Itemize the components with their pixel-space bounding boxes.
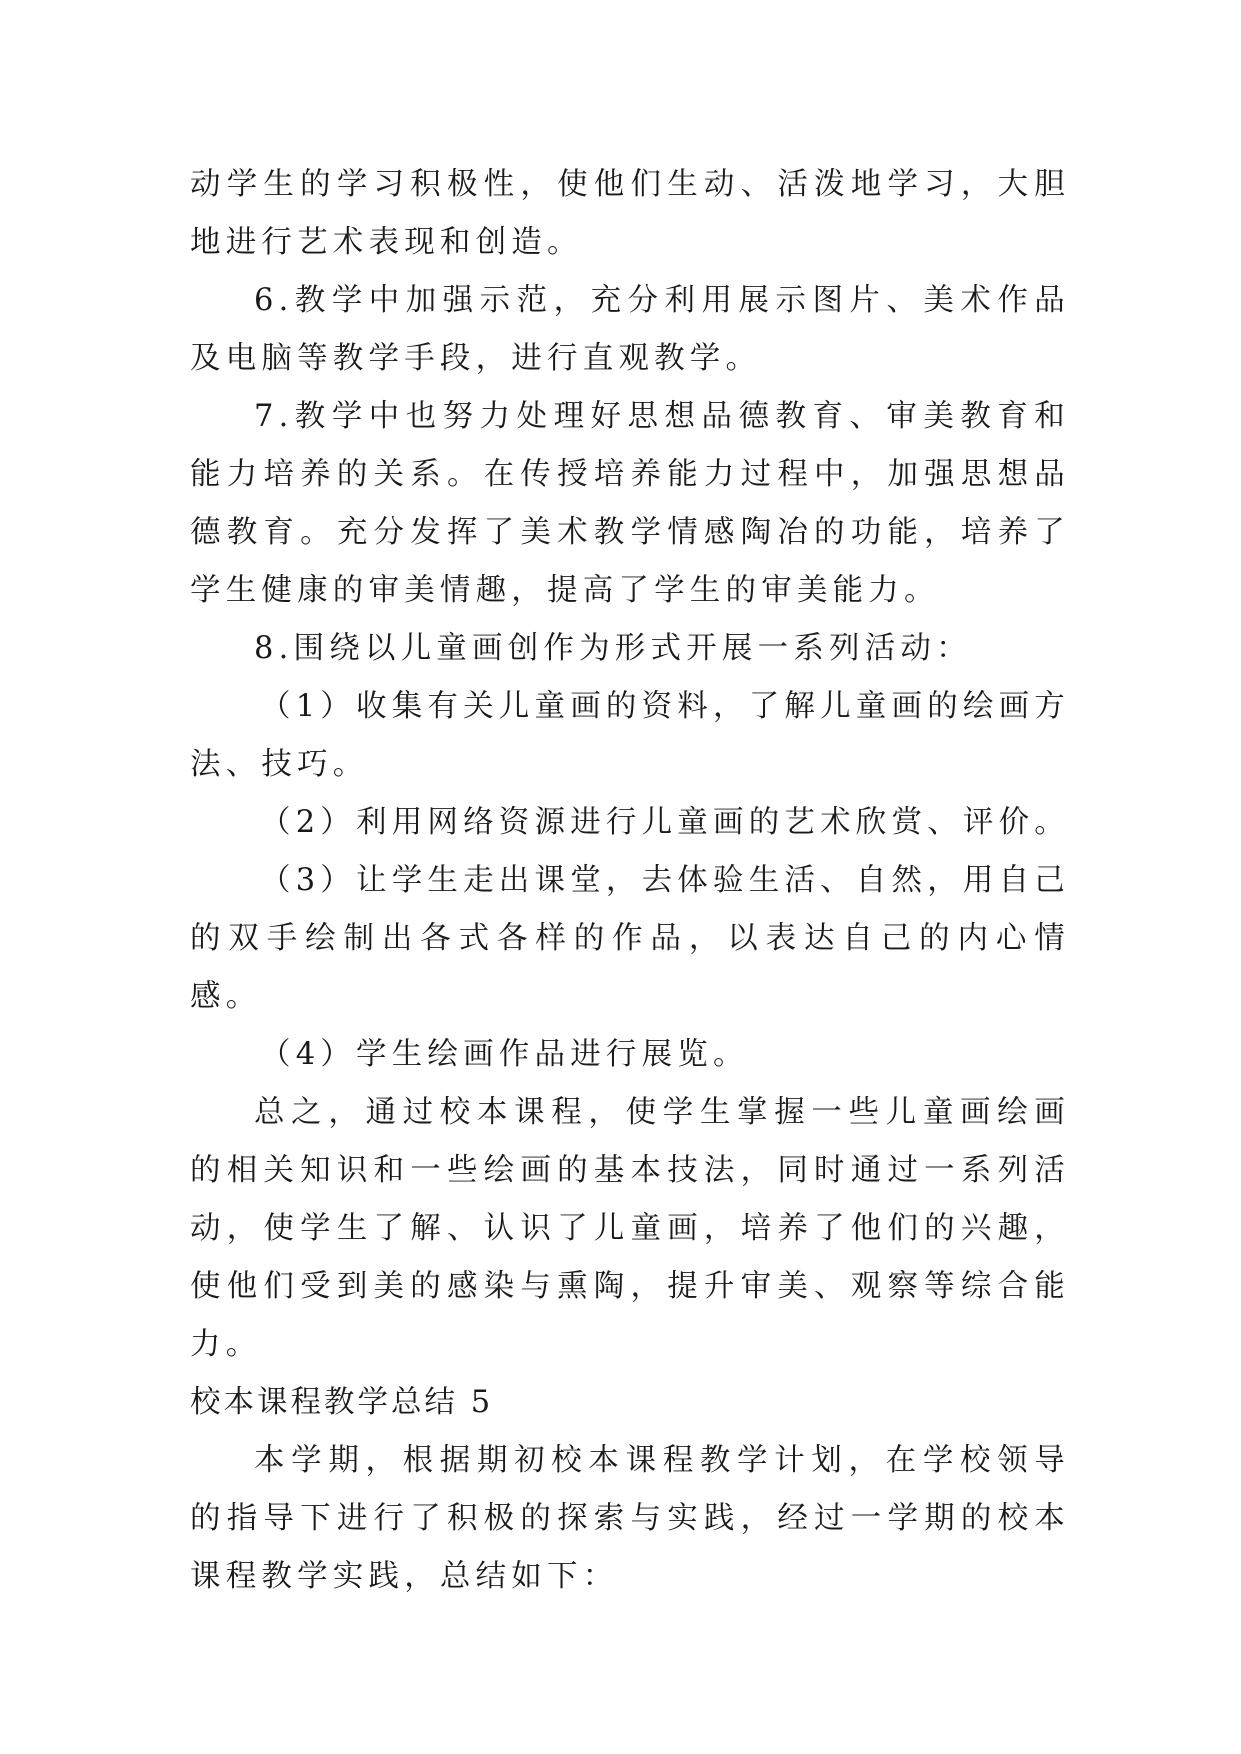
paragraph-summary: 总之，通过校本课程，使学生掌握一些儿童画绘画的相关知识和一些绘画的基本技法，同时通过一系列活动，使学生了解、认识了儿童画，培养了他们的兴趣，使他们受到美的感染与熏陶，提升审美、观察等综合能力。 (190, 1095, 1070, 1362)
paragraph-item-6: 6.教学中加强示范，充分利用展示图片、美术作品及电脑等教学手段，进行直观教学。 (190, 283, 1070, 376)
paragraph-item-8: 8.围绕以儿童画创作为形式开展一系列活动： (254, 631, 972, 666)
paragraph-subitem-2: （2）利用网络资源进行儿童画的艺术欣赏、评价。 (260, 805, 1071, 840)
paragraph-continuation: 动学生的学习积极性，使他们生动、活泼地学习，大胆地进行艺术表现和创造。 (190, 167, 1070, 260)
document-body (190, 156, 1070, 1606)
section-heading: 校本课程教学总结 5 (190, 1385, 494, 1420)
paragraph-subitem-3: （3）让学生走出课堂，去体验生活、自然，用自己的双手绘制出各式各样的作品，以表达自己的内心情感。 (190, 863, 1071, 1014)
paragraph-item-7: 7.教学中也努力处理好思想品德教育、审美教育和能力培养的关系。在传授培养能力过程中，加强思想品德教育。充分发挥了美术教学情感陶冶的功能，培养了学生健康的审美情趣，提高了学生的审美能力。 (190, 399, 1070, 608)
paragraph-subitem-4: （4）学生绘画作品进行展览。 (260, 1037, 749, 1072)
paragraph-subitem-1: （1）收集有关儿童画的资料，了解儿童画的绘画方法、技巧。 (190, 689, 1071, 782)
paragraph-intro: 本学期，根据期初校本课程教学计划，在学校领导的指导下进行了积极的探索与实践，经过一学期的校本课程教学实践，总结如下： (190, 1443, 1070, 1594)
